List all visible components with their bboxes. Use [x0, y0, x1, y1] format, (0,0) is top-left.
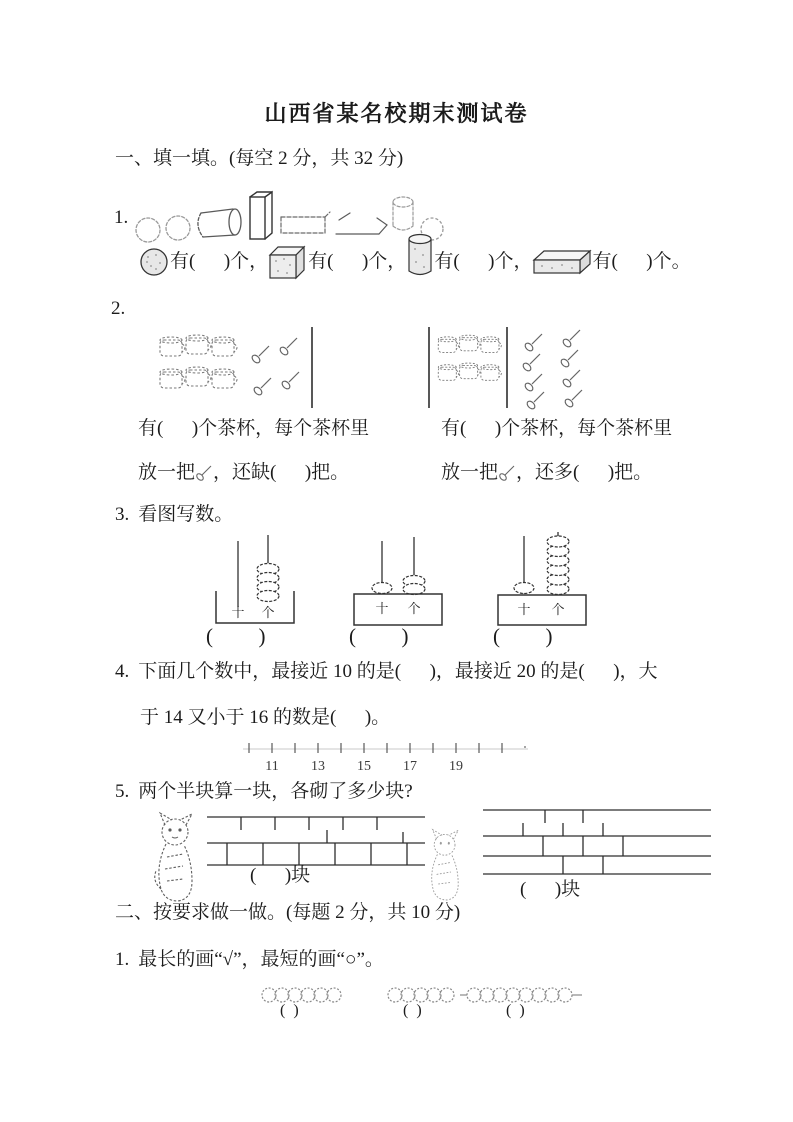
tens-label: 十	[231, 605, 245, 620]
s2q1-prompt: 最长的画“√”，最短的画“○”。	[138, 949, 384, 970]
q5-right-blank: ( )块	[520, 879, 581, 900]
teacups-icon	[438, 335, 501, 380]
number-line-figure	[243, 741, 533, 775]
svg-text:15: 15	[357, 759, 371, 774]
spoon-icon	[498, 464, 516, 482]
q1-part-text: 有( )个，	[170, 250, 269, 272]
q5-left-blank: ( )块	[250, 865, 311, 886]
q5-prompt: 两个半块算一块，各砌了多少块?	[138, 781, 413, 802]
svg-text:11: 11	[265, 759, 279, 774]
q3-blank-1: ( )	[206, 624, 268, 648]
q1-answer-line	[138, 244, 691, 280]
q2-left-line2	[138, 461, 349, 486]
ones-beads	[547, 536, 569, 595]
spoons-icon	[522, 330, 582, 410]
s2q1-blank-2: ( )	[403, 1002, 422, 1019]
cuboid-lying-icon	[336, 213, 387, 234]
brick-wall-icon	[207, 817, 425, 865]
q2-right-line2-pre: 放一把	[441, 462, 499, 483]
q2-left-line2-pre: 放一把	[138, 462, 196, 483]
ones-beads	[403, 576, 425, 595]
q3-blank-3: ( )	[493, 624, 555, 648]
q2-left-figure	[152, 325, 317, 410]
brick-wall-icon	[483, 810, 711, 874]
cube-icon	[268, 244, 308, 280]
tens-label: 十	[375, 601, 389, 616]
cuboid-standing-icon	[250, 192, 272, 239]
spoon-icon	[195, 464, 213, 482]
q3-blank-2: ( )	[349, 624, 411, 648]
q4-line1: 下面几个数中，最接近 10 的是( )，最接近 20 的是( )，大	[138, 661, 658, 682]
q2-right-line2-post: ，还多( )把。	[516, 462, 653, 483]
q2-left-line1: 有( )个茶杯，每个茶杯里	[138, 418, 370, 439]
q1-part-text: 有( )个，	[308, 250, 407, 272]
ones-label: 个	[261, 605, 275, 620]
q2-right-figure	[425, 325, 615, 410]
tens-beads	[514, 583, 534, 594]
q2-left-line2-post: ，还缺( )把。	[213, 462, 350, 483]
q5-line	[115, 780, 413, 805]
cylinder-lying-icon	[198, 209, 241, 237]
chain-figure-2	[386, 984, 458, 1006]
svg-text:19: 19	[449, 759, 463, 774]
abacus-base	[354, 594, 442, 625]
q2-right-line1: 有( )个茶杯，每个茶杯里	[441, 418, 673, 439]
page-title: 山西省某名校期末测试卷	[264, 101, 529, 126]
cuboid-icon	[532, 247, 592, 277]
q5-number: 5.	[115, 781, 130, 802]
number-line-labels	[265, 759, 463, 774]
q1-shapes-figure	[131, 189, 447, 243]
ball-icon	[166, 216, 190, 240]
ball-icon	[136, 218, 160, 242]
spoons-icon	[251, 338, 299, 396]
q3-number: 3.	[115, 504, 130, 525]
teacups-icon	[160, 335, 237, 388]
q3-prompt: 看图写数。	[138, 504, 234, 525]
abacus-base	[498, 595, 586, 625]
abacus-figure-3	[496, 528, 588, 628]
s2q1-line	[115, 948, 384, 973]
cat-icon	[432, 830, 458, 900]
q2-right-line2	[441, 461, 652, 486]
q5-left-figure	[145, 805, 435, 905]
svg-text:13: 13	[311, 759, 325, 774]
cylinder-standing-icon	[393, 197, 413, 230]
ones-label: 个	[407, 601, 421, 616]
s2q1-number: 1.	[115, 949, 130, 970]
abacus-figure-2	[352, 533, 444, 628]
q4-number: 4.	[115, 661, 130, 682]
section2-heading: 二、按要求做一做。(每题 2 分，共 10 分)	[115, 902, 461, 923]
q1-part-text: 有( )个，	[434, 250, 533, 272]
abacus-figure-1	[208, 533, 300, 628]
tens-beads	[372, 583, 392, 594]
sphere-icon	[138, 246, 170, 278]
q2-number: 2.	[111, 298, 126, 319]
q4-line1-row	[115, 660, 658, 685]
ones-label: 个	[551, 602, 565, 617]
section1-heading: 一、填一填。(每空 2 分，共 32 分)	[115, 148, 404, 169]
number-line-ticks	[249, 743, 502, 753]
s2q1-blank-3: ( )	[506, 1002, 525, 1019]
chain-figure-1	[260, 984, 352, 1006]
stray-dot	[524, 746, 526, 748]
q1-part-text: 有( )个。	[592, 250, 691, 272]
cuboid-lying-icon	[281, 212, 330, 233]
svg-text:17: 17	[403, 759, 417, 774]
ones-beads	[257, 564, 279, 602]
q1-number: 1.	[114, 207, 129, 228]
q3-line	[115, 503, 233, 528]
cat-icon	[155, 813, 192, 901]
cylinder-icon	[406, 231, 434, 279]
abacus-base	[216, 591, 294, 623]
q4-line2: 于 14 又小于 16 的数是( )。	[140, 707, 391, 728]
chain-figure-3	[460, 984, 590, 1006]
s2q1-blank-1: ( )	[280, 1002, 299, 1019]
tens-label: 十	[517, 602, 531, 617]
